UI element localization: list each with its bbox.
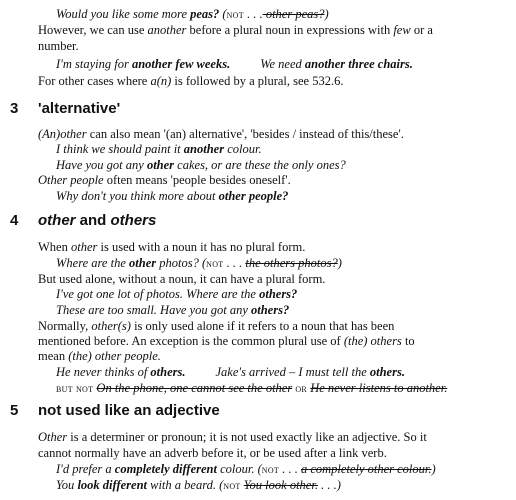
text-segment: Would you like some more bbox=[56, 7, 191, 21]
example-sentence bbox=[56, 461, 436, 478]
body-line bbox=[38, 126, 404, 142]
incorrect-example-text: other peas? bbox=[262, 7, 325, 21]
text-segment: Other bbox=[38, 430, 68, 444]
text-segment: other bbox=[38, 212, 76, 229]
body-line bbox=[38, 271, 325, 287]
incorrect-example-text: the others photos? bbox=[245, 256, 338, 270]
text-segment: with a beard. bbox=[147, 478, 216, 492]
text-segment: another bbox=[147, 23, 187, 37]
small-caps-label: but not bbox=[56, 383, 94, 395]
small-caps-label: not bbox=[206, 258, 224, 270]
example-sentence bbox=[56, 302, 289, 318]
body-line bbox=[38, 445, 387, 461]
text-segment: cakes, or are these the only ones? bbox=[174, 158, 346, 172]
text-segment: others. bbox=[369, 365, 405, 379]
text-segment: ) bbox=[431, 462, 436, 476]
text-segment: before a plural noun in expressions with bbox=[186, 23, 394, 37]
text-segment: When bbox=[38, 240, 71, 254]
section-number: 5 bbox=[10, 402, 19, 419]
section-title bbox=[38, 212, 156, 230]
body-line bbox=[38, 38, 79, 54]
section-number: 4 bbox=[10, 212, 19, 229]
body-line bbox=[38, 333, 415, 349]
example-sentence bbox=[56, 477, 341, 494]
text-segment: I'm staying for bbox=[56, 57, 132, 71]
text-segment: or a bbox=[410, 23, 433, 37]
text-segment: often means 'people besides oneself'. bbox=[103, 173, 291, 187]
incorrect-example-text: a completely other colour. bbox=[300, 462, 432, 476]
body-line bbox=[38, 73, 343, 89]
text-segment: However, we can use bbox=[38, 23, 148, 37]
text-segment: ( bbox=[215, 478, 224, 492]
body-line bbox=[56, 380, 447, 397]
text-segment: to bbox=[401, 334, 415, 348]
text-segment: . . . bbox=[243, 7, 263, 21]
text-segment: We need bbox=[260, 57, 305, 71]
text-segment: (the) other people. bbox=[68, 349, 161, 363]
example-sentence bbox=[56, 255, 342, 272]
text-segment: photos? bbox=[156, 256, 199, 270]
small-caps-label: or bbox=[295, 383, 308, 395]
text-segment: colour. bbox=[216, 462, 255, 476]
text-segment: I'd prefer a bbox=[56, 462, 115, 476]
text-segment: others. bbox=[150, 365, 186, 379]
text-segment: others? bbox=[251, 303, 290, 317]
body-line bbox=[38, 318, 394, 334]
text-segment: For other cases where bbox=[38, 74, 151, 88]
section-title bbox=[38, 100, 120, 118]
small-caps-label: not bbox=[223, 480, 241, 492]
body-line bbox=[38, 172, 291, 188]
text-segment: I think we should paint it bbox=[56, 142, 184, 156]
text-segment: He never thinks of bbox=[56, 365, 151, 379]
text-segment: Normally, bbox=[38, 319, 92, 333]
section-title bbox=[38, 402, 220, 420]
text-segment: ( bbox=[198, 256, 207, 270]
text-segment: But used alone, without a noun, it can have a plural form. bbox=[38, 272, 326, 286]
text-segment: another bbox=[183, 142, 225, 156]
text-segment: other people? bbox=[218, 189, 289, 203]
text-segment: colour. bbox=[224, 142, 262, 156]
text-segment: another few weeks. bbox=[131, 57, 231, 71]
text-segment: look different bbox=[77, 478, 147, 492]
text-segment: other bbox=[129, 256, 157, 270]
text-segment: Where are the bbox=[56, 256, 130, 270]
text-segment: Why don't you think more about bbox=[56, 189, 219, 203]
example-sentence bbox=[56, 364, 405, 380]
text-segment: (the) others bbox=[343, 334, 402, 348]
text-segment: not used like an adjective bbox=[38, 402, 220, 419]
text-segment: . . .) bbox=[317, 478, 341, 492]
text-segment: is only used alone if it refers to a noun that has been bbox=[130, 319, 395, 333]
incorrect-example-text: He never listens to another. bbox=[310, 381, 448, 395]
text-segment: ) bbox=[337, 256, 342, 270]
text-segment: others bbox=[110, 212, 157, 229]
text-segment: ) bbox=[324, 7, 329, 21]
text-segment: is a determiner or pronoun; it is not used exactly like an adjective. So it bbox=[67, 430, 427, 444]
text-segment: ( bbox=[254, 462, 262, 476]
text-segment: These are too small. Have you got any bbox=[56, 303, 251, 317]
incorrect-example-text: On the phone, one cannot see the other bbox=[96, 381, 293, 395]
body-line bbox=[38, 239, 305, 255]
text-segment: is followed by a plural, see 532.6. bbox=[171, 74, 344, 88]
incorrect-example-text: You look other. bbox=[243, 478, 318, 492]
text-segment: other(s) bbox=[91, 319, 131, 333]
example-sentence bbox=[56, 188, 288, 204]
body-line bbox=[38, 348, 161, 364]
text-segment: . . . bbox=[223, 256, 246, 270]
text-segment: a(n) bbox=[150, 74, 172, 88]
text-segment: You bbox=[56, 478, 78, 492]
text-segment: other bbox=[146, 158, 175, 172]
text-segment: another three chairs. bbox=[304, 57, 413, 71]
small-caps-label: not bbox=[226, 9, 244, 21]
text-segment: is used with a noun it has no plural form. bbox=[97, 240, 306, 254]
text-segment: number. bbox=[38, 39, 79, 53]
text-segment: few bbox=[393, 23, 411, 37]
text-segment: I've got one lot of photos. Where are the bbox=[56, 287, 260, 301]
text-segment: cannot normally have an adverb before it, or be used after a link verb. bbox=[38, 446, 387, 460]
example-sentence bbox=[56, 286, 297, 302]
text-segment: others? bbox=[259, 287, 298, 301]
example-sentence bbox=[56, 56, 413, 72]
text-segment: Jake's arrived – I must tell the bbox=[215, 365, 370, 379]
text-segment: completely different bbox=[114, 462, 217, 476]
text-segment: Other people bbox=[38, 173, 104, 187]
text-segment: mean bbox=[38, 349, 69, 363]
section-number: 3 bbox=[10, 100, 19, 117]
example-sentence bbox=[56, 141, 262, 157]
text-segment: Have you got any bbox=[56, 158, 147, 172]
text-segment: . . . bbox=[279, 462, 301, 476]
text-segment: can also mean '(an) alternative', 'besides / instead of this/these'. bbox=[86, 127, 404, 141]
body-line bbox=[38, 22, 433, 38]
text-segment: and bbox=[75, 212, 111, 229]
text-segment: mentioned before. An exception is the common plural use of bbox=[38, 334, 344, 348]
text-segment: 'alternative' bbox=[38, 100, 121, 117]
text-segment: other bbox=[70, 240, 98, 254]
text-segment: ( bbox=[219, 7, 227, 21]
example-sentence bbox=[56, 157, 346, 173]
small-caps-label: not bbox=[261, 464, 280, 476]
text-segment: peas? bbox=[190, 7, 220, 21]
text-segment: (An)other bbox=[38, 127, 87, 141]
body-line bbox=[38, 429, 427, 445]
example-sentence bbox=[56, 6, 329, 23]
